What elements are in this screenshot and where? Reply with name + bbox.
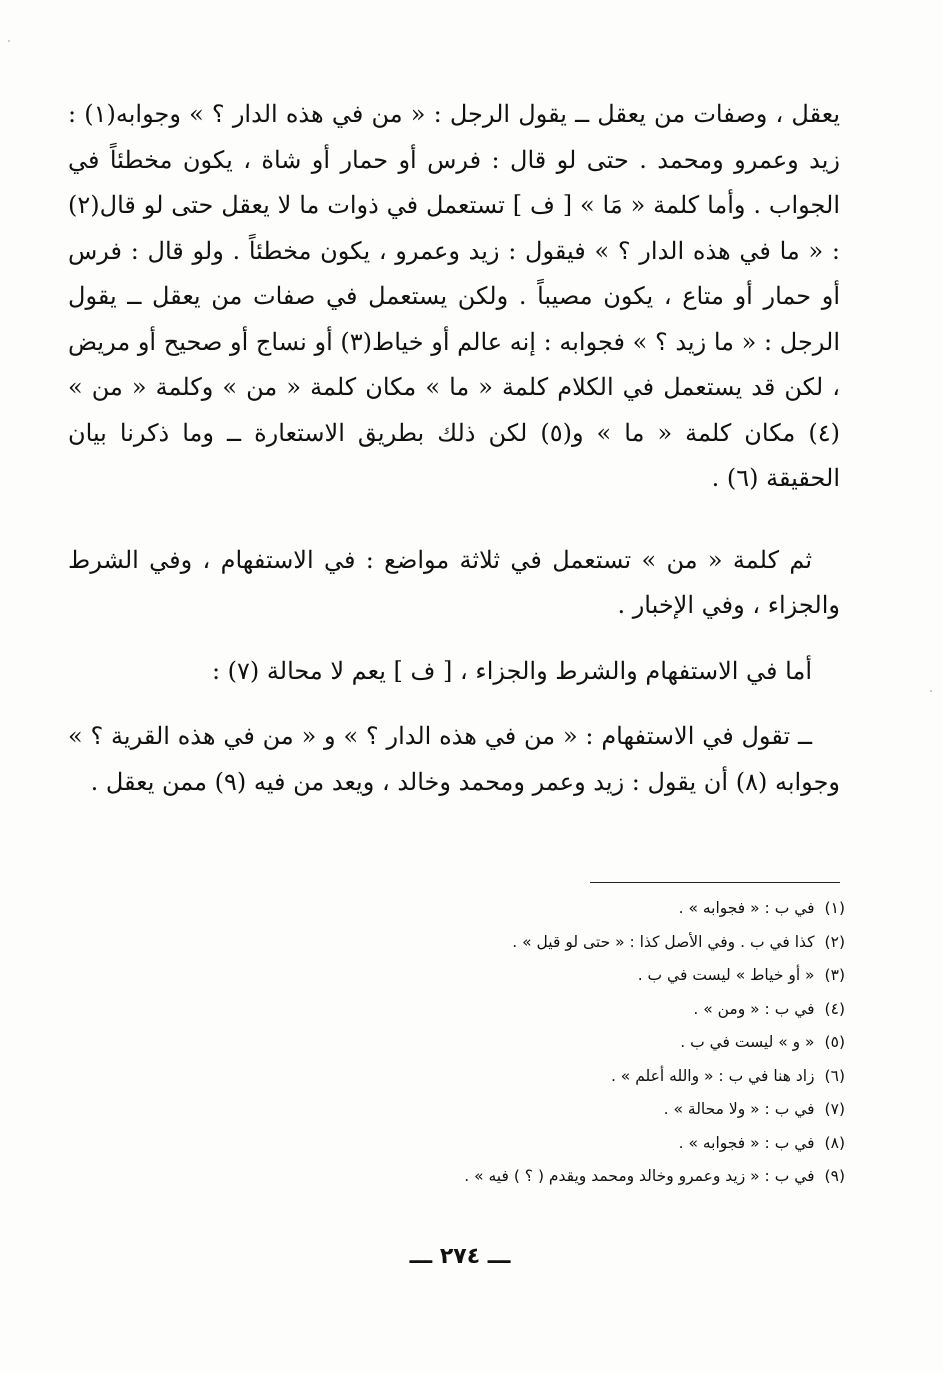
footnote-item <box>300 1093 845 1127</box>
footnote-text: في ب : « ومن » . <box>693 999 815 1018</box>
footnote-item <box>300 1060 845 1094</box>
page-number: ـــ ٢٧٤ ـــ <box>409 1244 511 1269</box>
footnotes <box>300 892 845 1194</box>
footnote-number: (٢) <box>824 932 845 951</box>
scan-speck <box>8 40 10 42</box>
footnote-number: (٤) <box>824 999 845 1018</box>
paragraph-4: ــ تقول في الاستفهام : « من في هذه الدار ؟ » و « من في هذه القرية ؟ » وجوابه (٨) أن يقول : زيد وعمر ومحمد وخالد ، ويعد من فيه (٩) ممن يعقل . <box>68 722 840 796</box>
footnote-item <box>300 926 845 960</box>
paragraph-3: أما في الاستفهام والشرط والجزاء ، [ ف ] يعم لا محالة (٧) : <box>211 656 812 685</box>
footnote-item <box>300 892 845 926</box>
footnote-item <box>300 959 845 993</box>
footnote-text: « و » ليست في ب . <box>680 1033 815 1051</box>
paragraph-1: يعقل ، وصفات من يعقل ــ يقول الرجل : « من في هذه الدار ؟ » وجوابه(١) : زيد وعمرو ومحمد . حتى لو قال : فرس أو حمار أو شاة ، يكون مخطئاً في الجواب . وأما كلمة « مَا » [ ف ] تستعمل في ذوات ما لا يعقل حتى لو قال(٢) : « ما في هذه الدار ؟ » فيقول : زيد وعمرو ، يكون مخطئاً . ولو قال : فرس أو حمار أو متاع ، يكون مصيباً . ولكن يستعمل في صفات من يعقل ــ يقول الرجل : « ما زيد ؟ » فجوابه : إنه عالم أو خياط(٣) أو نساج أو صحيح أو مريض ، لكن قد يستعمل في الكلام كلمة « ما » مكان كلمة « من » وكلمة « من » (٤) مكان كلمة « ما » و(٥) لكن ذلك بطريق الاستعارة ــ وما ذكرنا بيان الحقيقة (٦) . <box>68 100 841 492</box>
scan-speck <box>930 690 932 692</box>
footnote-number: (٥) <box>824 1033 845 1051</box>
footnote-text: في ب : « ولا محالة » . <box>663 1100 815 1118</box>
footnote-number: (٦) <box>824 1066 845 1085</box>
footnote-item <box>300 993 845 1027</box>
footnote-item <box>300 1160 845 1194</box>
footnote-text: كذا في ب . وفي الأصل كذا : « حتى لو قيل » . <box>512 932 815 951</box>
footnote-divider <box>590 882 840 883</box>
footnote-number: (٩) <box>824 1167 845 1185</box>
footnote-item <box>300 1026 845 1060</box>
footnote-text: في ب : « فجوابه » . <box>678 899 815 917</box>
footnote-number: (٨) <box>824 1133 845 1152</box>
footnote-text: زاد هنا في ب : « والله أعلم » . <box>610 1066 815 1085</box>
footnote-number: (٧) <box>824 1100 845 1118</box>
paragraph-2: ثم كلمة « من » تستعمل في ثلاثة مواضع : في الاستفهام ، وفي الشرط والجزاء ، وفي الإخبار . <box>68 545 840 619</box>
footnote-item <box>300 1127 845 1161</box>
main-text <box>68 92 840 805</box>
footnote-text: في ب : « فجوابه » . <box>678 1133 815 1152</box>
footnote-number: (١) <box>824 899 845 917</box>
footnote-text: « أو خياط » ليست في ب . <box>637 966 815 984</box>
footnote-number: (٣) <box>824 966 845 984</box>
footnote-text: في ب : « زيد وعمرو وخالد ومحمد ويقدم ( ؟ ) فيه » . <box>464 1167 815 1185</box>
